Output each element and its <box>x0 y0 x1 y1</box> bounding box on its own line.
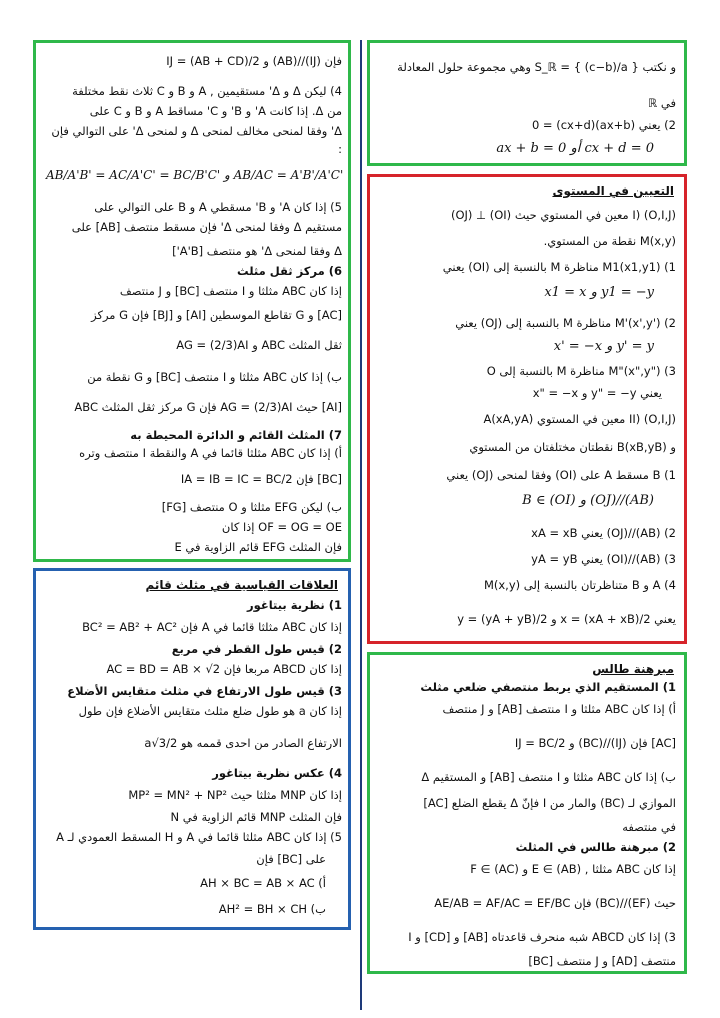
text-line: I) (O,I,J) معين في المستوي حيث (OI) ⊥ (OJ) <box>450 208 676 222</box>
formula-line: y' = y و x' = −x <box>553 339 654 354</box>
text-line: إذا كان ABC مثلثا قائما في A فإن BC² = AB² + AC² <box>82 620 342 634</box>
text-line: فإن (IJ)//(AB) و IJ = (AB + CD)/2 <box>166 54 342 68</box>
text-line: 1) B مسقط A على (OI) وفقا لمنحى (OJ) يعني <box>446 468 676 482</box>
text-line: 3) إذا كان ABCD شبه منحرف قاعدتاه [AB] و [CD] و I <box>408 930 676 944</box>
text-line: 2) M'(x',y') مناظرة M بالنسبة إلى (OJ) يعني <box>455 316 676 330</box>
text-line: الموازي لـ (BC) والمار من I فإنّ Δ يقطع الضلع [AC] <box>423 796 676 810</box>
text-line: إذا كان ABC مثلثا و I منتصف [BC] و J منتصف <box>119 284 342 298</box>
box-parallel-projection <box>33 40 351 562</box>
section-heading: 4) عكس نظرية بيتاغور <box>212 766 342 780</box>
text-line: يعني x = (xA + xB)/2 و y = (yA + yB)/2 <box>457 612 676 626</box>
box-plane-coordinates <box>367 174 687 644</box>
text-line: إذا كان ABCD مربعا فإن AC = BD = AB × √2 <box>106 662 342 676</box>
text-line: ب) إذا كان ABC مثلثا و I منتصف [BC] و G نقطة من <box>87 370 342 384</box>
text-line: منتصف [AD] و J منتصف [BC] <box>528 954 676 968</box>
text-line: ب) إذا كان ABC مثلثا و I منتصف [AB] و المستقيم Δ <box>421 770 676 784</box>
text-line: أ) إذا كان ABC مثلثا قائما في A والنقطة I منتصف وتره <box>79 446 342 460</box>
section-heading: 7) المثلث القائم و الدائرة المحيطة به <box>130 428 342 442</box>
text-line: ثقل المثلث ABC و AG = (2/3)AI <box>176 338 342 352</box>
text-line: [AC] و G تقاطع الموسطين [AI] و [BJ] فإن G مركز <box>91 308 342 322</box>
formula-line: (AB)//(OJ) و B ∈ (OI) <box>522 493 654 508</box>
box-title: العلاقات القياسية في مثلث قائم <box>145 578 338 592</box>
text-line: 3) (AB)//(OI) يعني yA = yB <box>531 552 676 566</box>
section-heading: 2) قيس طول القطر في مربع <box>171 642 342 656</box>
text-line: Δ' وفقا لمنحى مخالف لمنحى Δ و لمنحى Δ' على التوالي فإن <box>51 124 342 138</box>
text-line: II) (O,I,J) معين في المستوي A(xA,yA) <box>483 412 676 426</box>
text-line: Δ وفقا لمنحى Δ' هو منتصف [A'B'] <box>172 244 342 258</box>
box-thales-theorem <box>367 652 687 974</box>
text-line: 4) ليكن Δ و Δ' مستقيمين , A و B و C ثلاث نقط مختلفة <box>72 84 342 98</box>
text-line: و نكتب S_ℝ = { (c−b)/a } وهي مجموعة حلول المعادلة <box>397 60 676 74</box>
text-line: في ℝ <box>648 96 676 110</box>
text-line: 5) إذا كان ABC مثلثا قائما في A و H المسقط العمودي لـ A <box>56 830 342 844</box>
section-heading: 2) مبرهنة طالس في المثلث <box>515 840 676 854</box>
text-line: فإن المثلث EFG قائم الزاوية في E <box>174 540 342 554</box>
text-line: 2) يعني (ax+b)(cx+d) = 0 <box>531 118 676 132</box>
section-heading: 1) المستقيم الذي يربط منتصفي ضلعي مثلث <box>420 680 676 694</box>
formula-line: AB/A'B' = AC/A'C' = BC/B'C' و AB/AC = A'B'/A'C' <box>46 168 344 182</box>
text-line: 4) A و B متناظرتان بالنسبة إلى M(x,y) <box>483 578 676 592</box>
text-line: إذا كان MNP مثلثا حيث MP² = MN² + NP² <box>128 788 342 802</box>
section-heading: 6) مركز ثقل مثلث <box>237 264 342 278</box>
text-line: يعني y" = −y و x" = −x <box>532 386 662 400</box>
text-line: 5) إذا كان A' و B' مسقطي A و B على التوالي على <box>94 200 342 214</box>
text-line: [AC] فإن (IJ)//(BC) و IJ = BC/2 <box>514 736 676 750</box>
text-line: فإن المثلث MNP قائم الزاوية في N <box>170 810 342 824</box>
text-line: من Δ. إذا كانت A' و B' و C' مساقط A و B و C على <box>89 104 342 118</box>
box-equation-solutions <box>367 40 687 166</box>
formula-line: cx + d = 0 أو ax + b = 0 <box>496 141 654 156</box>
text-line: [AI] حيث AG = (2/3)AI فإن G مركز ثقل المثلث ABC <box>74 400 342 414</box>
text-line: إذا كان a هو طول ضلع مثلث متقايس الأضلاع فإن طول <box>78 704 342 718</box>
text-line: M(x,y) نقطة من المستوي. <box>543 234 676 248</box>
text-line: على [BC] فإن <box>256 852 326 866</box>
text-line: [BC] فإن IA = IB = IC = BC/2 <box>180 472 342 486</box>
text-line: مستقيم Δ وفقا لمنحى Δ' فإن مسقط منتصف [AB] على <box>71 220 342 234</box>
box-title: التعيين في المستوى <box>552 184 674 198</box>
text-line: ب) AH² = BH × CH <box>218 902 326 916</box>
text-line: OF = OG = OE إذا كان <box>221 520 342 534</box>
text-line: و B(xB,yB) نقطتان مختلفتان من المستوي <box>469 440 676 454</box>
box-right-triangle-relations <box>33 568 351 930</box>
text-line: : <box>338 142 342 156</box>
text-line: في منتصفه <box>622 820 676 834</box>
text-line: 2) (AB)//(OJ) يعني xA = xB <box>531 526 676 540</box>
text-line: ب) ليكن EFG مثلثا و O منتصف [FG] <box>161 500 342 514</box>
column-divider <box>360 40 362 1010</box>
text-line: حيث (EF)//(BC) فإن AE/AB = AF/AC = EF/BC <box>434 896 676 910</box>
text-line: الارتفاع الصادر من احدى قممه هو a√3/2 <box>144 736 342 750</box>
text-line: 3) M"(x",y") مناظرة M بالنسبة إلى O <box>486 364 676 378</box>
text-line: 1) M1(x1,y1) مناظرة M بالنسبة إلى (OI) يعني <box>442 260 676 274</box>
formula-line: y1 = −y و x1 = x <box>544 285 654 300</box>
text-line: أ) إذا كان ABC مثلثا و I منتصف [AB] و J منتصف <box>442 702 676 716</box>
section-heading: 1) نظرية بيتاغور <box>247 598 342 612</box>
section-heading: 3) قيس طول الارتفاع في مثلث متقايس الأضلاع <box>67 684 342 698</box>
box-title: مبرهنة طالس <box>592 662 674 676</box>
text-line: أ) AH × BC = AB × AC <box>200 876 326 890</box>
text-line: إذا كان ABC مثلثا , E ∈ (AB) و F ∈ (AC) <box>470 862 676 876</box>
